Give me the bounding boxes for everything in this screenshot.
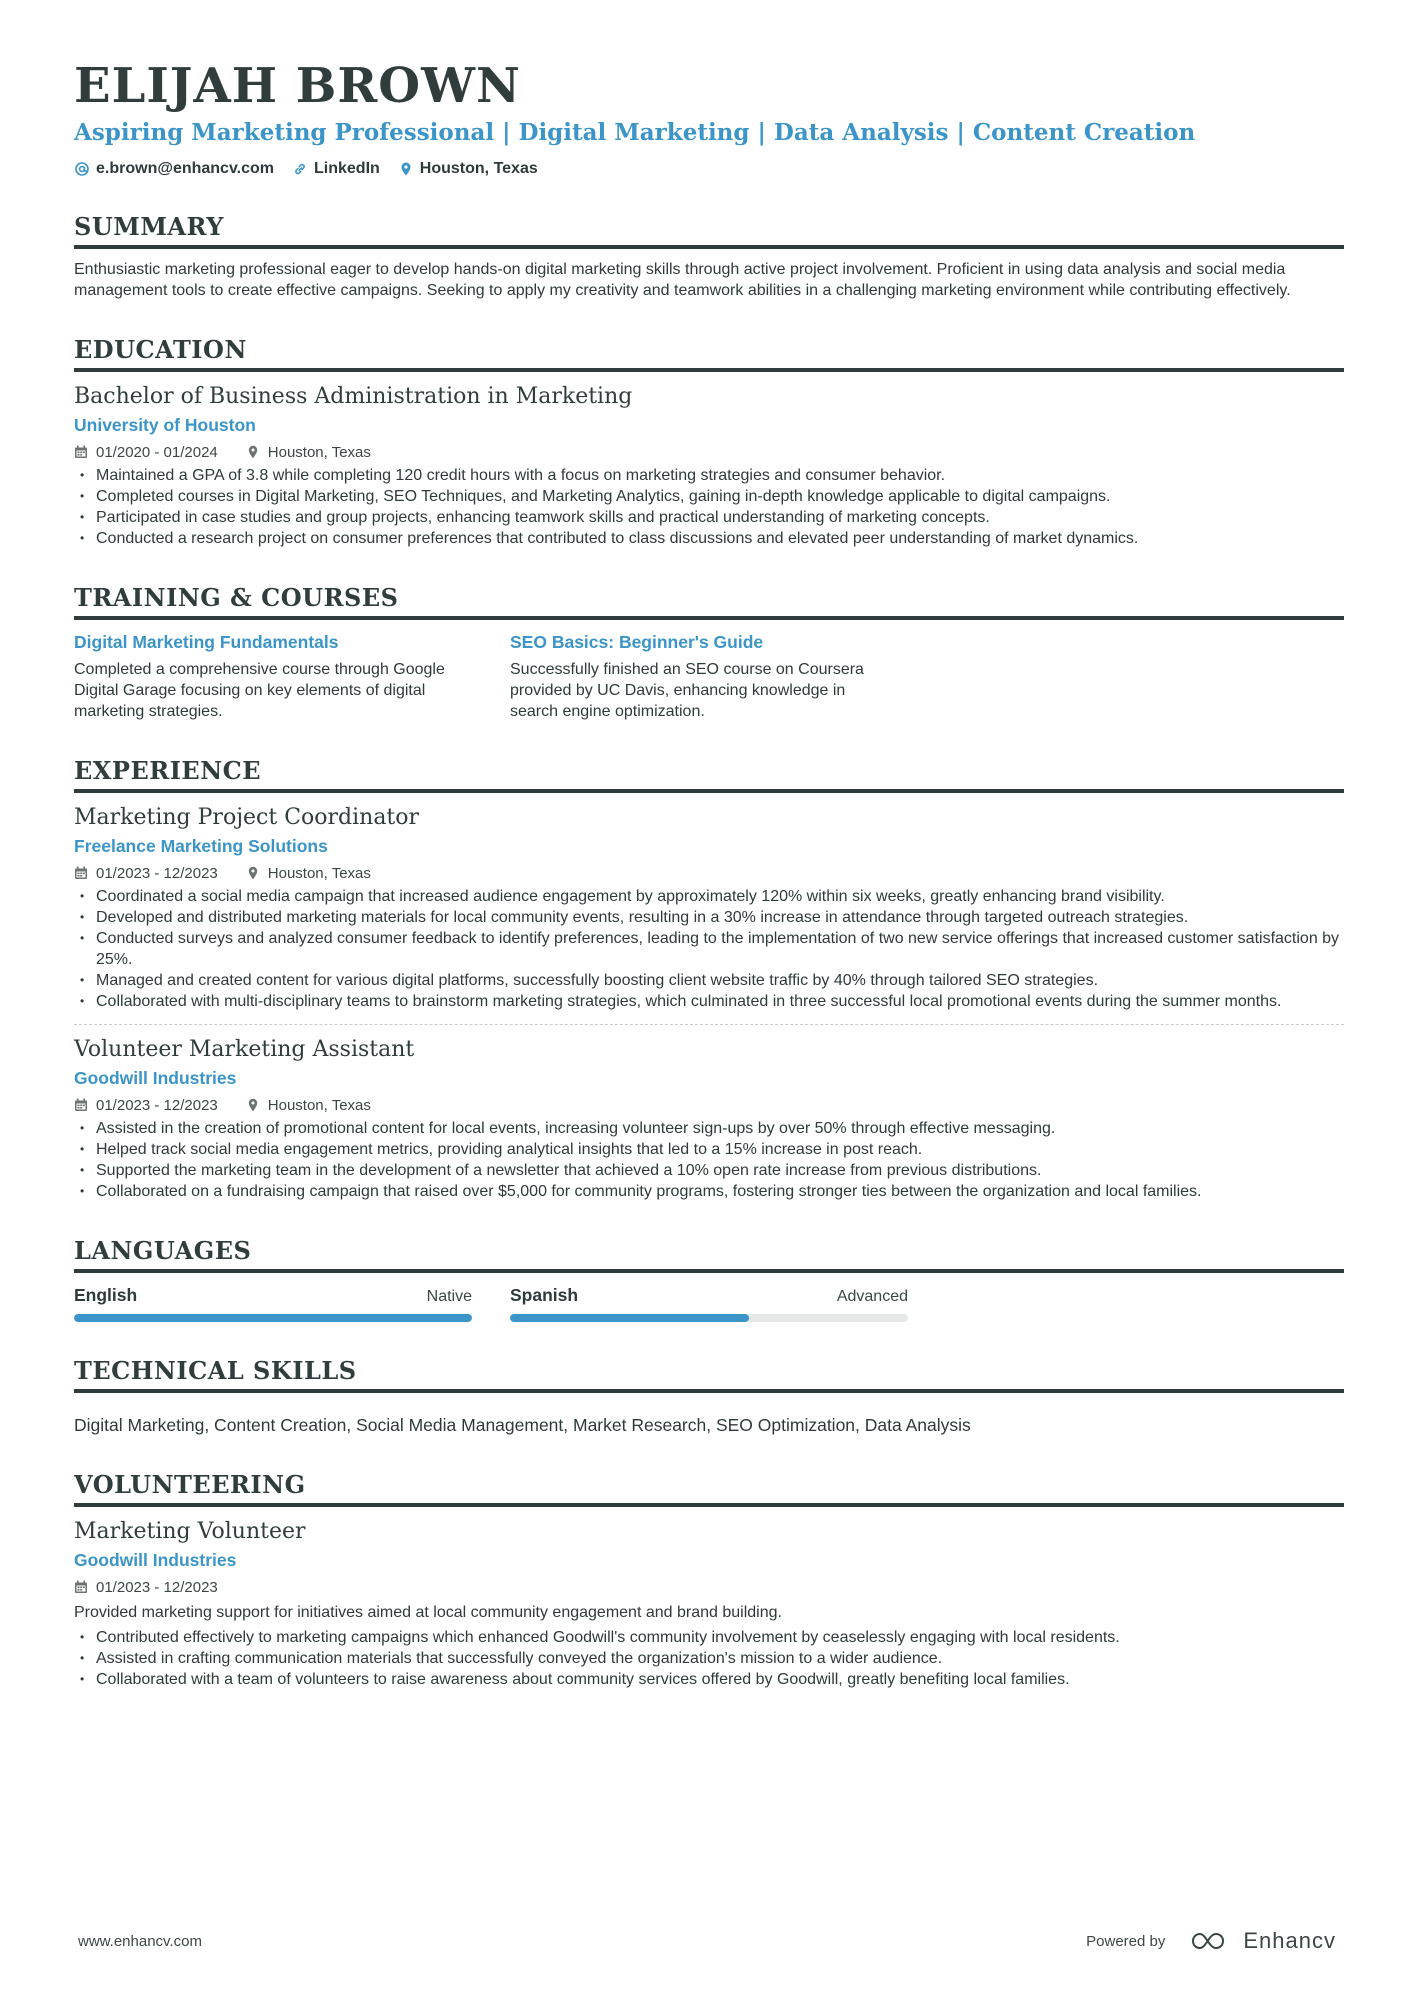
list-item: • Completed courses in Digital Marketing, SEO Techniques, and Marketing Analytics, gaining in-depth knowledge applicable to digital campaigns. xyxy=(74,486,1344,507)
language-proficiency-bar xyxy=(74,1314,472,1322)
powered-by-label: Powered by xyxy=(1086,1932,1166,1950)
course-title: SEO Basics: Beginner's Guide xyxy=(510,631,764,652)
experience-section xyxy=(74,756,1344,1202)
summary-text: Enthusiastic marketing professional eager to develop hands-on digital marketing skills through active project involvement. Proficient in using data analysis and social media management tools to create effective campaigns. Seeking to apply my creativity and teamwork abilities in a challenging marketing environment while contributing effectively. xyxy=(74,260,1291,299)
page-footer xyxy=(78,1928,1336,1954)
course-list xyxy=(74,632,1344,722)
enhancv-logo-icon xyxy=(1191,1930,1237,1952)
location-pin-icon xyxy=(246,445,260,459)
experience-dates-text: 01/2023 - 12/2023 xyxy=(96,1096,218,1114)
language-item xyxy=(510,1285,908,1322)
company-name: Goodwill Industries xyxy=(74,1067,237,1088)
company-name: Freelance Marketing Solutions xyxy=(74,835,328,856)
education-entry xyxy=(74,384,1344,549)
language-proficiency-bar xyxy=(510,1314,908,1322)
volunteer-org: Goodwill Industries xyxy=(74,1549,237,1570)
contact-row xyxy=(74,160,1344,178)
list-item: • Supported the marketing team in the development of a newsletter that achieved a 10% open rate increase from previous distributions. xyxy=(74,1160,1344,1181)
volunteering-dates xyxy=(74,1579,218,1596)
calendar-icon xyxy=(74,866,88,880)
language-level: Native xyxy=(426,1287,472,1305)
course-item xyxy=(74,632,458,722)
list-item: • Conducted surveys and analyzed consumer feedback to identify preferences, leading to the implementation of two new service offerings that increased customer satisfaction by 25%. xyxy=(74,928,1344,970)
location-pin-icon xyxy=(246,866,260,880)
education-dates-text: 01/2020 - 01/2024 xyxy=(96,443,218,461)
experience-entry xyxy=(74,1037,1344,1202)
calendar-icon xyxy=(74,1580,88,1594)
experience-bullets xyxy=(74,1118,1344,1202)
entry-divider xyxy=(74,1024,1344,1025)
list-item: • Helped track social media engagement metrics, providing analytical insights that led to a 15% increase in post reach. xyxy=(74,1139,1344,1160)
contact-linkedin[interactable] xyxy=(292,160,380,178)
education-title: EDUCATION xyxy=(74,335,1344,372)
contact-email[interactable] xyxy=(74,160,274,178)
footer-site-link[interactable]: www.enhancv.com xyxy=(78,1932,202,1950)
language-item xyxy=(74,1285,472,1322)
degree-title: Bachelor of Business Administration in Marketing xyxy=(74,383,633,409)
list-item: • Assisted in crafting communication materials that successfully conveyed the organization's mission to a wider audience. xyxy=(74,1648,1344,1669)
language-name: Spanish xyxy=(510,1284,579,1305)
powered-by xyxy=(1086,1928,1336,1954)
volunteering-dates-text: 01/2023 - 12/2023 xyxy=(96,1578,218,1596)
list-item: • Assisted in the creation of promotional content for local events, increasing volunteer sign-ups by over 50% through effective messaging. xyxy=(74,1118,1344,1139)
enhancv-logo-text: Enhancv xyxy=(1243,1928,1336,1953)
languages-title: LANGUAGES xyxy=(74,1236,1344,1273)
education-dates xyxy=(74,444,218,461)
contact-location xyxy=(398,160,538,178)
experience-dates xyxy=(74,1097,218,1114)
education-meta xyxy=(74,444,1344,461)
education-bullets xyxy=(74,465,1344,549)
course-description: Successfully finished an SEO course on Coursera provided by UC Davis, enhancing knowledge in search engine optimization. xyxy=(510,660,864,720)
candidate-headline: Aspiring Marketing Professional | Digital Marketing | Data Analysis | Content Creation xyxy=(74,118,1196,146)
list-item: • Collaborated with a team of volunteers to raise awareness about community services offered by Goodwill, greatly benefiting local families. xyxy=(74,1669,1344,1690)
volunteer-role: Marketing Volunteer xyxy=(74,1518,306,1544)
list-item: • Developed and distributed marketing materials for local community events, resulting in a 30% increase in attendance through targeted outreach strategies. xyxy=(74,907,1344,928)
education-location xyxy=(246,444,371,461)
list-item: • Managed and created content for various digital platforms, successfully boosting client website traffic by 40% through tailored SEO strategies. xyxy=(74,970,1344,991)
language-list xyxy=(74,1285,1344,1322)
volunteering-title: VOLUNTEERING xyxy=(74,1470,1344,1507)
education-section xyxy=(74,335,1344,549)
contact-email-text: e.brown@enhancv.com xyxy=(96,159,275,177)
volunteering-bullets xyxy=(74,1627,1344,1690)
training-section xyxy=(74,583,1344,722)
list-item: • Collaborated with multi-disciplinary teams to brainstorm marketing strategies, which culminated in three successful local promotional events during the summer months. xyxy=(74,991,1344,1012)
contact-linkedin-text: LinkedIn xyxy=(314,159,380,177)
experience-meta xyxy=(74,865,1344,882)
calendar-icon xyxy=(74,1098,88,1112)
volunteering-section xyxy=(74,1470,1344,1690)
location-pin-icon xyxy=(398,161,414,177)
job-title: Marketing Project Coordinator xyxy=(74,804,420,830)
volunteering-entry xyxy=(74,1519,1344,1690)
resume-page xyxy=(74,60,1344,1690)
school-name: University of Houston xyxy=(74,414,256,435)
skills-title: TECHNICAL SKILLS xyxy=(74,1356,1344,1393)
summary-section xyxy=(74,212,1344,301)
list-item: • Coordinated a social media campaign that increased audience engagement by approximately 120% within six weeks, greatly enhancing brand visibility. xyxy=(74,886,1344,907)
language-name: English xyxy=(74,1284,138,1305)
at-icon xyxy=(74,161,90,177)
experience-meta xyxy=(74,1097,1344,1114)
experience-location-text: Houston, Texas xyxy=(267,864,371,882)
training-title: TRAINING & COURSES xyxy=(74,583,1344,620)
contact-location-text: Houston, Texas xyxy=(419,159,538,177)
volunteering-summary: Provided marketing support for initiatives aimed at local community engagement and brand building. xyxy=(74,1603,782,1621)
list-item: • Collaborated on a fundraising campaign that raised over $5,000 for community programs, fostering stronger ties between the organization and local families. xyxy=(74,1181,1344,1202)
course-description: Completed a comprehensive course through Google Digital Garage focusing on key elements of digital marketing strategies. xyxy=(74,660,445,720)
course-title: Digital Marketing Fundamentals xyxy=(74,631,339,652)
language-level: Advanced xyxy=(836,1287,908,1305)
location-pin-icon xyxy=(246,1098,260,1112)
link-icon xyxy=(292,161,308,177)
skills-list: Digital Marketing, Content Creation, Social Media Management, Market Research, SEO Optimization, Data Analysis xyxy=(74,1414,971,1435)
job-title: Volunteer Marketing Assistant xyxy=(74,1036,415,1062)
list-item: • Conducted a research project on consumer preferences that contributed to class discussions and elevated peer understanding of market dynamics. xyxy=(74,528,1344,549)
experience-location xyxy=(246,1097,371,1114)
course-item xyxy=(510,632,894,722)
language-proficiency-fill xyxy=(74,1314,472,1322)
skills-section xyxy=(74,1356,1344,1436)
languages-section xyxy=(74,1236,1344,1322)
enhancv-logo[interactable] xyxy=(1191,1928,1336,1954)
list-item: • Participated in case studies and group projects, enhancing teamwork skills and practical understanding of marketing concepts. xyxy=(74,507,1344,528)
calendar-icon xyxy=(74,445,88,459)
experience-dates xyxy=(74,865,218,882)
education-location-text: Houston, Texas xyxy=(267,443,371,461)
experience-title: EXPERIENCE xyxy=(74,756,1344,793)
list-item: • Contributed effectively to marketing campaigns which enhanced Goodwill's community involvement by ceaselessly engaging with local residents. xyxy=(74,1627,1344,1648)
experience-entry xyxy=(74,805,1344,1012)
list-item: • Maintained a GPA of 3.8 while completing 120 credit hours with a focus on marketing strategies and consumer behavior. xyxy=(74,465,1344,486)
summary-title: SUMMARY xyxy=(74,212,1344,249)
experience-location xyxy=(246,865,371,882)
language-proficiency-fill xyxy=(510,1314,749,1322)
experience-dates-text: 01/2023 - 12/2023 xyxy=(96,864,218,882)
volunteering-meta xyxy=(74,1579,1344,1596)
candidate-name: ELIJAH BROWN xyxy=(74,58,521,114)
experience-bullets xyxy=(74,886,1344,1012)
experience-location-text: Houston, Texas xyxy=(267,1096,371,1114)
